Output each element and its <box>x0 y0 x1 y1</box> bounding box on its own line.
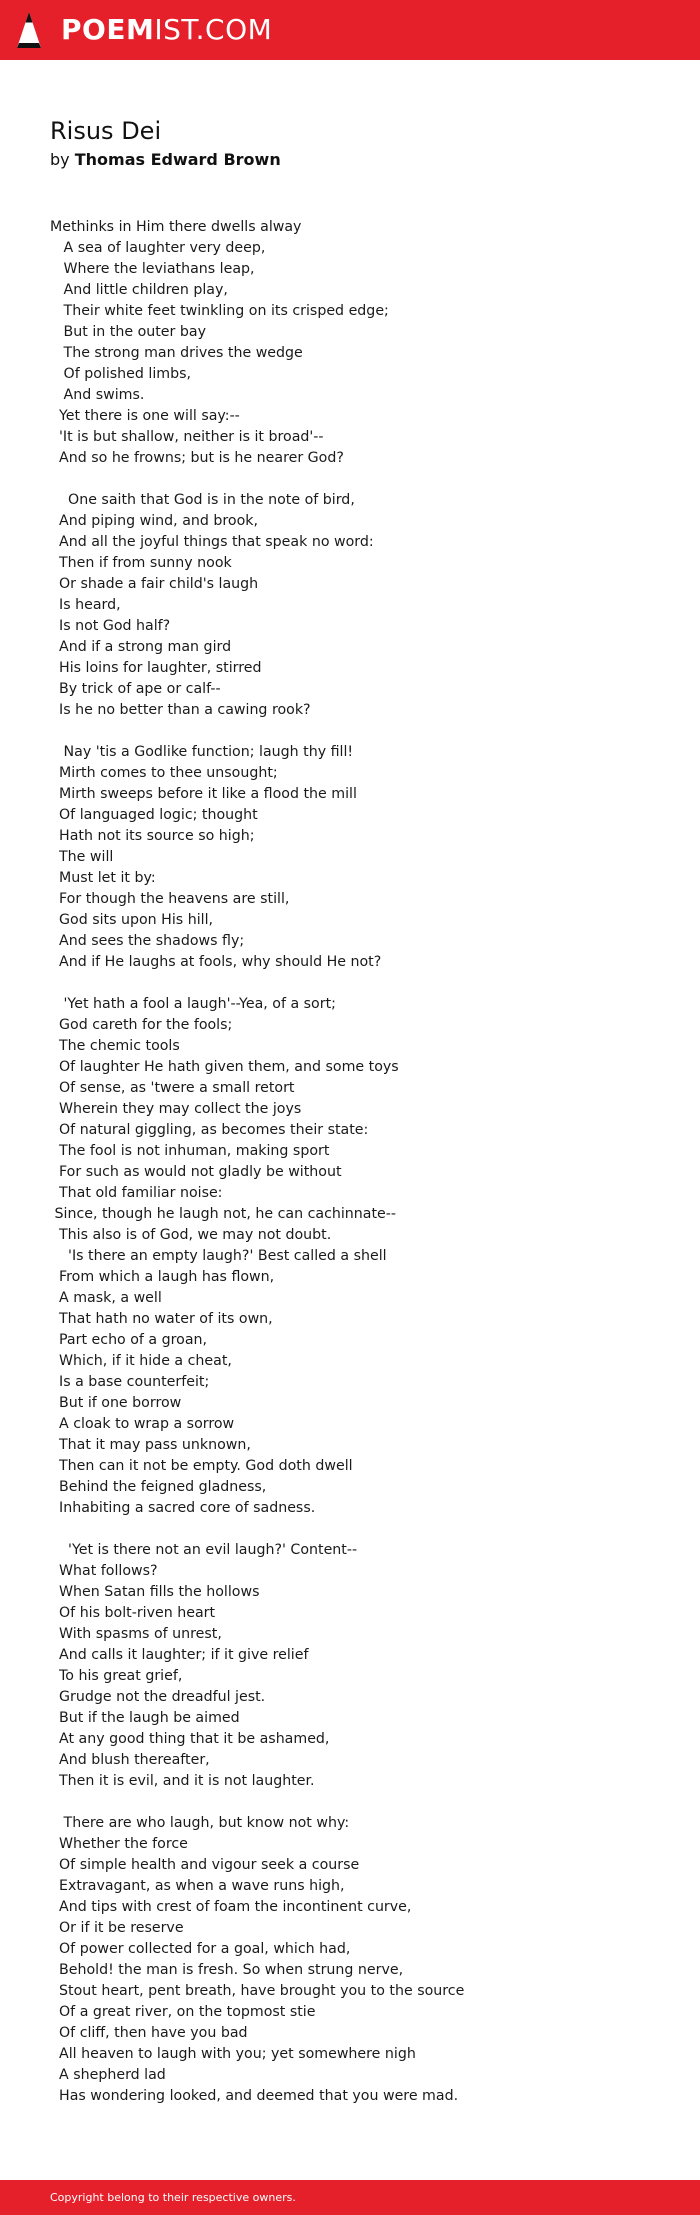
poem-author: Thomas Edward Brown <box>74 150 281 169</box>
poem-body: Methinks in Him there dwells alway A sea of laughter very deep, Where the leviathans leap, And little children play, Their white feet twinkling on its crisped edge; But in the outer bay The strong man drives the wedge Of polished limbs, And swims. Yet there is one will say:-- 'It is but shallow, neither is it broad'-- And so he frowns; but is he nearer God? One saith that God is in the note of bird, And piping wind, and brook, And all the joyful things that speak no word: Then if from sunny nook Or shade a fair child's laugh Is heard, Is not God half? And if a strong man gird His loins for laughter, stirred By trick of ape or calf-- Is he no better than a cawing rook? Nay 'tis a Godlike function; laugh thy fill! Mirth comes to thee unsought; Mirth sweeps before it like a flood the mill Of languaged logic; thought Hath not its source so high; The will Must let it by: For though the heavens are still, God sits upon His hill, And sees the shadows fly; And if He laughs at fools, why should He not? 'Yet hath a fool a laugh'--Yea, of a sort; God careth for the fools; The chemic tools Of laughter He hath given them, and some toys Of sense, as 'twere a small retort Wherein they may collect the joys Of natural giggling, as becomes their state: The fool is not inhuman, making sport For such as would not gladly be without That old familiar noise: Since, though he laugh not, he can cachinnate-- This also is of God, we may not doubt. 'Is there an empty laugh?' Best called a shell From which a laugh has flown, A mask, a well That hath no water of its own, Part echo of a groan, Which, if it hide a cheat, Is a base counterfeit; But if one borrow A cloak to wrap a sorrow That it may pass unknown, Then can it not be empty. God doth dwell Behind the feigned gladness, Inhabiting a sacred core of sadness. 'Yet is there not an evil laugh?' Content-- What follows? When Satan fills the hollows Of his bolt-riven heart With spasms of unrest, And calls it laughter; if it give relief To his great grief, Grudge not the dreadful jest. But if the laugh be aimed At any good thing that it be ashamed, And blush thereafter, Then it is evil, and it is not laughter. There are who laugh, but know not why: Whether the force Of simple health and vigour seek a course Extravagant, as when a wave runs high, And tips with crest of foam the incontinent curve, Or if it be reserve Of power collected for a goal, which had, Behold! the man is fresh. So when strung nerve, Stout heart, pent breath, have brought you to the source Of a great river, on the topmost stie Of cliff, then have you bad All heaven to laugh with you; yet somewhere nigh A shepherd lad Has wondering looked, and deemed that you were mad. <box>50 219 465 2104</box>
logo-bold-text: POEM <box>61 13 155 46</box>
by-label: by <box>50 150 70 169</box>
logo-light-text: IST.COM <box>154 13 273 46</box>
copyright-text: Copyright belong to their respective owners. <box>50 2191 296 2204</box>
poem-byline <box>50 149 670 171</box>
site-footer <box>0 2180 700 2215</box>
pencil-tip-icon[interactable] <box>16 10 42 50</box>
site-logo[interactable] <box>61 12 272 48</box>
poem-title: Risus Dei <box>50 117 162 145</box>
poem-container <box>50 116 670 2107</box>
site-header <box>0 0 700 60</box>
